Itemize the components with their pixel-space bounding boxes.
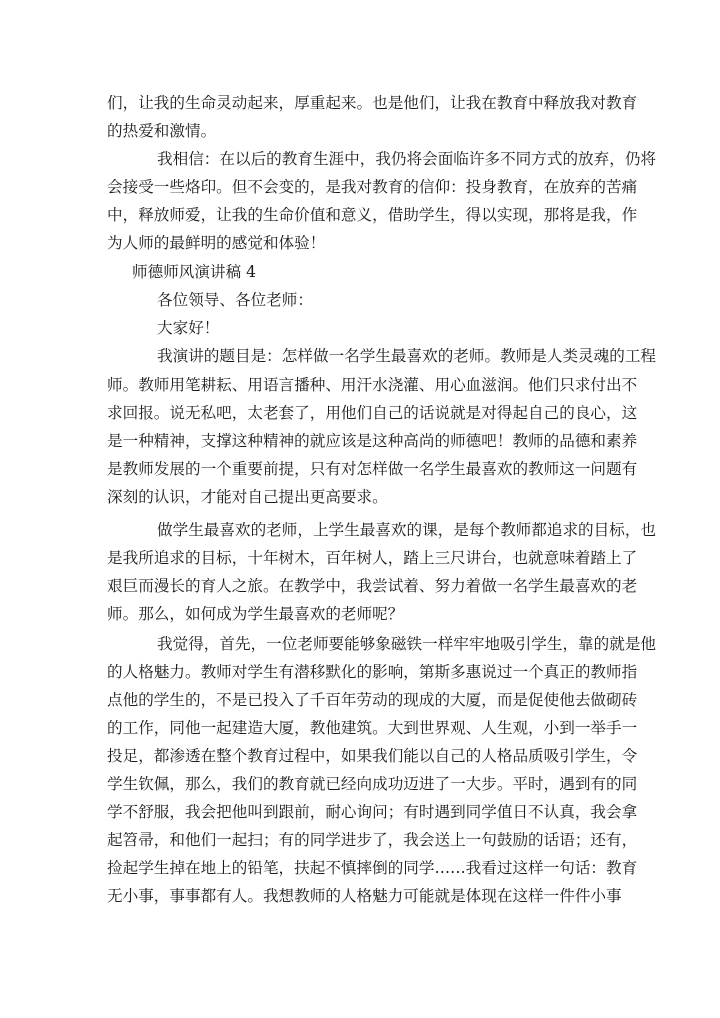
text-line: 师德师风演讲稿 4 (132, 263, 257, 281)
text-line: 学生钦佩，那么，我们的教育就已经向成功迈进了一大步。平时，遇到有的同 (107, 775, 638, 793)
text-line: 我相信：在以后的教育生涯中，我仍将会面临许多不同方式的放弃，仍将 (157, 150, 657, 168)
text-line: 大家好！ (157, 319, 220, 337)
text-line: 是一种精神，支撑这种精神的就应该是这种高尚的师德吧！教师的品德和素养 (107, 432, 638, 450)
text-line: 们，让我的生命灵动起来，厚重起来。也是他们，让我在教育中释放我对教育 (107, 94, 638, 112)
text-line: 艰巨而漫长的育人之旅。在教学中，我尝试着、努力着做一名学生最喜欢的老 (107, 577, 638, 595)
text-line: 各位领导、各位老师： (157, 291, 313, 309)
text-line: 做学生最喜欢的老师，上学生最喜欢的课，是每个教师都追求的目标，也 (157, 521, 657, 539)
text-line: 深刻的认识，才能对自己提出更高要求。 (107, 488, 388, 506)
text-line: 的热爱和激情。 (107, 122, 217, 140)
text-line: 投足，都渗透在整个教育过程中，如果我们能以自己的人格品质吸引学生，令 (107, 747, 638, 765)
text-line: 是教师发展的一个重要前提，只有对怎样做一名学生最喜欢的教师这一问题有 (107, 460, 638, 478)
text-line: 求回报。说无私吧，太老套了，用他们自己的话说就是对得起自己的良心，这 (107, 404, 638, 422)
text-line: 点他的学生的，不是已投入了千百年劳动的现成的大厦，而是促使他去做砌砖 (107, 691, 638, 709)
text-line: 中，释放师爱，让我的生命价值和意义，借助学生，得以实现，那将是我，作 (107, 206, 638, 224)
text-line: 捡起学生掉在地上的铅笔，扶起不慎摔倒的同学……我看过这样一句话：教育 (107, 859, 638, 877)
text-line: 我演讲的题目是：怎样做一名学生最喜欢的老师。教师是人类灵魂的工程 (157, 347, 657, 365)
text-line: 为人师的最鲜明的感觉和体验！ (107, 234, 326, 252)
text-line: 师。那么，如何成为学生最喜欢的老师呢？ (107, 605, 404, 623)
text-line: 学不舒服，我会把他叫到跟前，耐心询问；有时遇到同学值日不认真，我会拿 (107, 803, 638, 821)
text-line: 会接受一些烙印。但不会变的，是我对教育的信仰：投身教育，在放弃的苦痛 (107, 178, 638, 196)
text-line: 我觉得，首先，一位老师要能够象磁铁一样牢牢地吸引学生，靠的就是他 (157, 635, 657, 653)
text-line: 师。教师用笔耕耘、用语言播种、用汗水浇灌、用心血滋润。他们只求付出不 (107, 376, 638, 394)
text-line: 的人格魅力。教师对学生有潜移默化的影响，第斯多惠说过一个真正的教师指 (107, 663, 638, 681)
text-line: 无小事，事事都有人。我想教师的人格魅力可能就是体现在这样一件件小事 (107, 887, 622, 905)
text-line: 是我所追求的目标，十年树木，百年树人，踏上三尺讲台，也就意味着踏上了 (107, 549, 638, 567)
text-line: 的工作，同他一起建造大厦，教他建筑。大到世界观、人生观，小到一举手一 (107, 719, 638, 737)
text-line: 起笤帚，和他们一起扫；有的同学进步了，我会送上一句鼓励的话语；还有， (107, 831, 638, 849)
